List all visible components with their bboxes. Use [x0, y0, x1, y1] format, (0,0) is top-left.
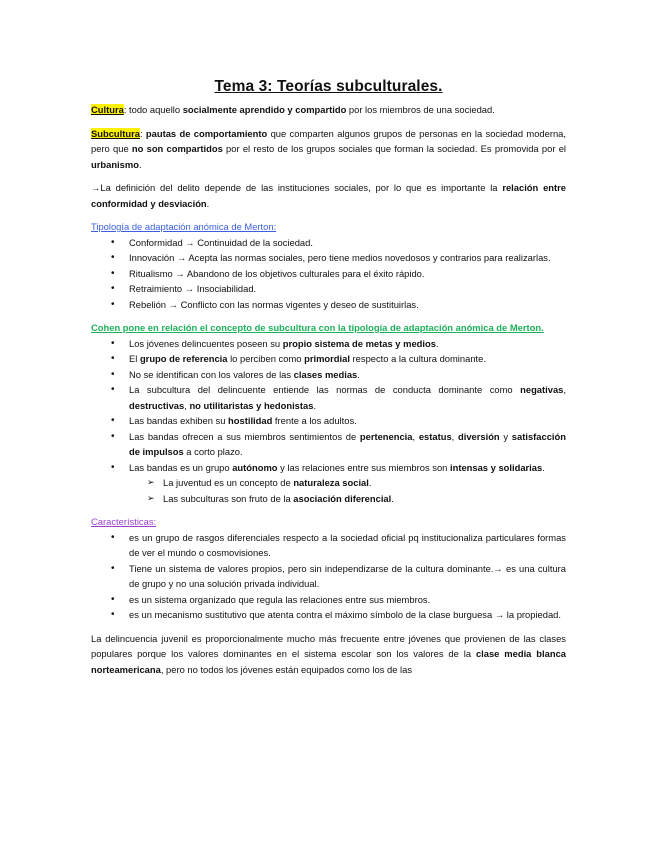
cohen-list — [91, 336, 566, 476]
list-item: • Ritualismo → Abandono de los objetivos culturales para el éxito rápido. — [91, 266, 566, 282]
list-item: • Rebelión → Conflicto con las normas vigentes y deseo de sustituirlas. — [91, 297, 566, 313]
list-item: • No se identifican con los valores de las clases medias. — [91, 367, 566, 383]
page-title: Tema 3: Teorías subculturales. — [214, 78, 443, 95]
sub-list-item: ➢ La juventud es un concepto de naturaleza social. — [91, 475, 566, 491]
list-item: • es un sistema organizado que regula las relaciones entre sus miembros. — [91, 592, 566, 608]
definition-subcultura: Subcultura: pautas de comportamiento que comparten algunos grupos de personas en la sociedad moderna, pero que no son compartidos por el resto de los grupos sociales que forman la sociedad. Es promovida por el urbanismo. — [91, 127, 566, 170]
list-item: • Las bandas exhiben su hostilidad frente a los adultos. — [91, 413, 566, 429]
caracteristicas-list — [91, 530, 566, 623]
cohen-sublist — [91, 475, 566, 506]
term-cultura: Cultura — [91, 104, 124, 115]
list-item: • Las bandas es un grupo autónomo y las relaciones entre sus miembros son intensas y solidarias. — [91, 460, 566, 476]
caracteristicas-heading: Características: — [91, 516, 157, 527]
list-item: • Conformidad → Continuidad de la sociedad. — [91, 235, 566, 251]
definition-cultura: Cultura: todo aquello socialmente aprendido y compartido por los miembros de una sociedad. — [91, 104, 495, 115]
list-item: • Las bandas ofrecen a sus miembros sentimientos de pertenencia, estatus, diversión y satisfacción de impulsos a corto plazo. — [91, 429, 566, 460]
list-item: • Retraimiento → Insociabilidad. — [91, 281, 566, 297]
list-item: • Tiene un sistema de valores propios, pero sin independizarse de la cultura dominante.→ es una cultura de grupo y no una solución privada individual. — [91, 561, 566, 592]
merton-list — [91, 235, 566, 313]
list-item: • es un grupo de rasgos diferenciales respecto a la sociedad oficial pq institucionaliza particulares formas de ver el mundo o cosmovisiones. — [91, 530, 566, 561]
cohen-heading: Cohen pone en relación el concepto de subcultura con la tipología de adaptación anómica de Merton. — [91, 322, 544, 333]
list-item: • El grupo de referencia lo perciben como primordial respecto a la cultura dominante. — [91, 351, 566, 367]
merton-heading: Tipología de adaptación anómica de Merton: — [91, 221, 277, 232]
sub-list-item: ➢ Las subculturas son fruto de la asociación diferencial. — [91, 491, 566, 507]
delito-paragraph: →La definición del delito depende de las instituciones sociales, por lo que es importante la relación entre conformidad y desviación. — [91, 182, 566, 209]
list-item: • Los jóvenes delincuentes poseen su propio sistema de metas y medios. — [91, 336, 566, 352]
term-subcultura: Subcultura — [91, 127, 140, 139]
list-item: • La subcultura del delincuente entiende las normas de conducta dominante como negativas, destructivas, no utilitaristas y hedonistas. — [91, 382, 566, 413]
list-item: • es un mecanismo sustitutivo que atenta contra el máximo símbolo de la clase burguesa → la propiedad. — [91, 607, 566, 623]
final-paragraph: La delincuencia juvenil es proporcionalmente mucho más frecuente entre jóvenes que provienen de las clases populares porque los valores dominantes en el sistema escolar son los valores de la clase media blanca norteamericana, pero no todos los jóvenes están equipados como los de las — [91, 632, 566, 675]
list-item: • Innovación → Acepta las normas sociales, pero tiene medios novedosos y contrarios para realizarlas. — [91, 250, 566, 266]
document-page — [91, 78, 566, 677]
